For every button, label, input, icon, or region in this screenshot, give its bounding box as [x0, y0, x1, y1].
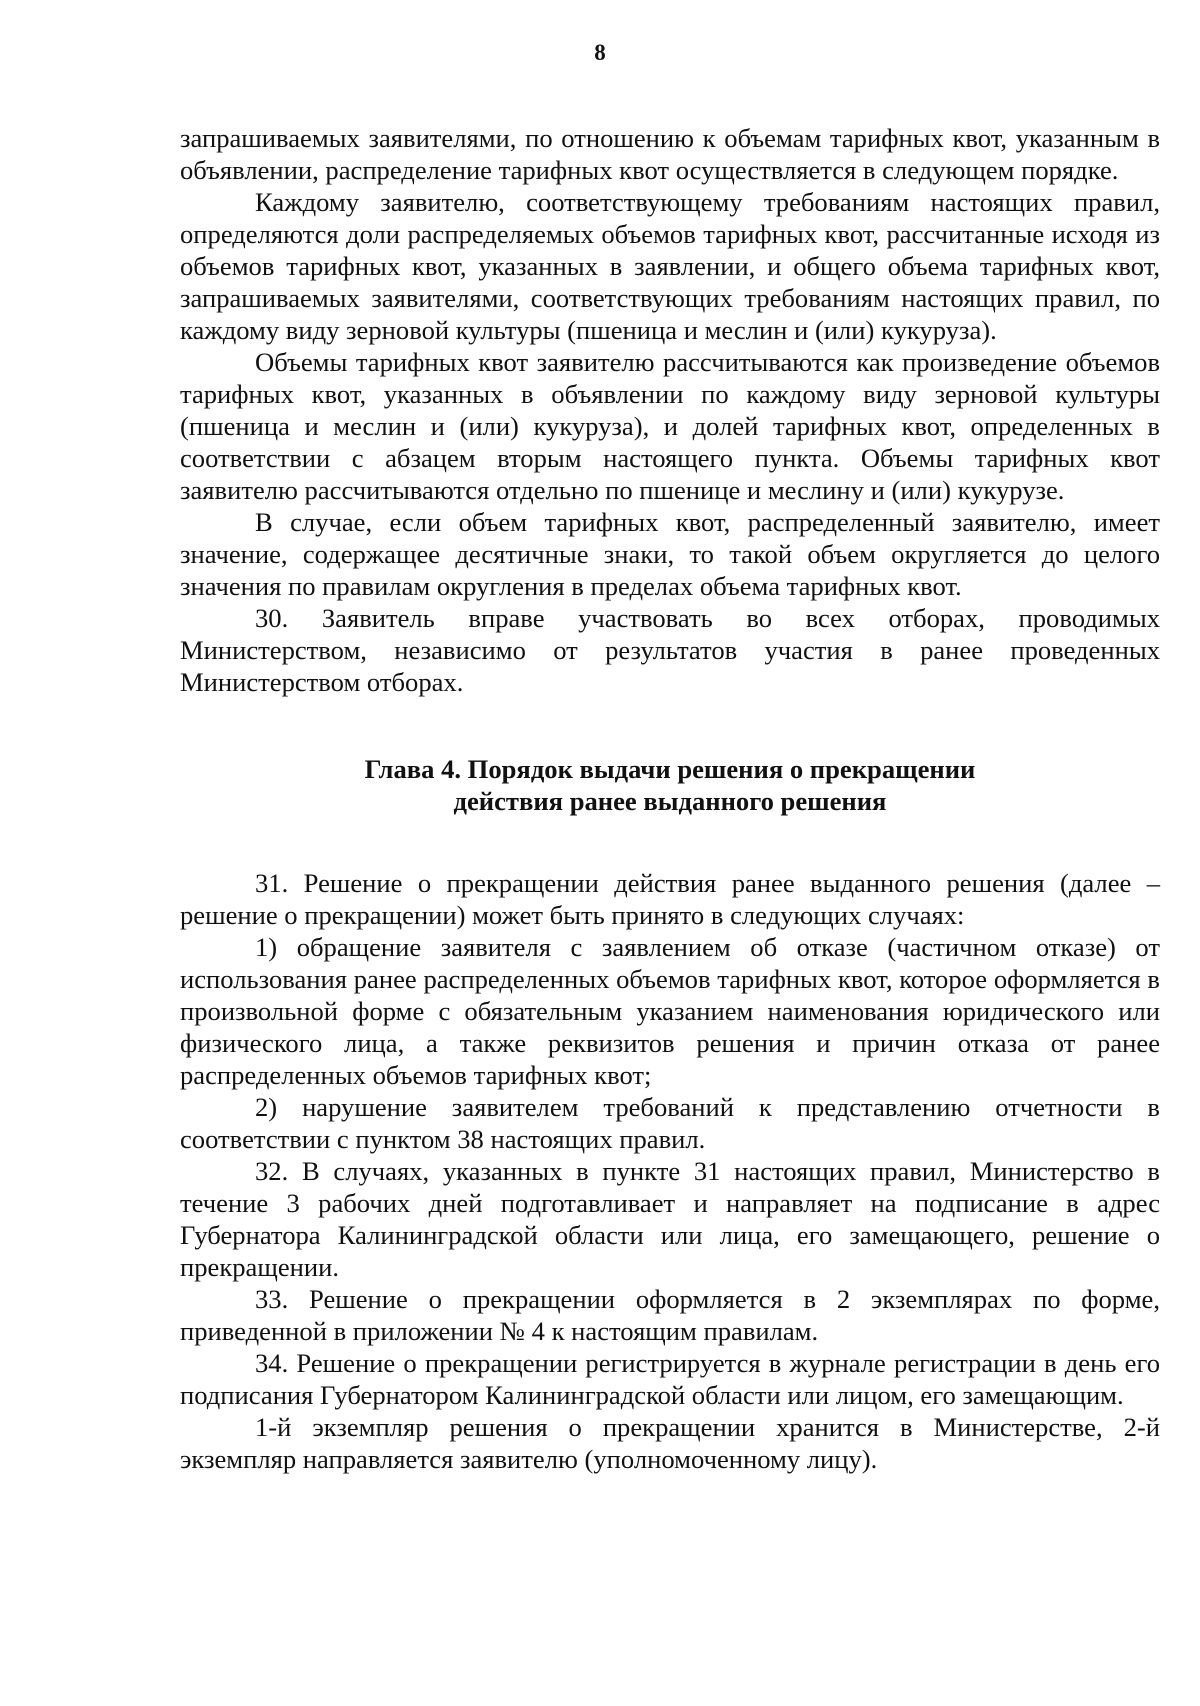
paragraph-item-30: 30. Заявитель вправе участвовать во всех отборах, проводимых Министерством, независимо от результатов участия в ранее проведенных Министерством отборах. [180, 603, 1160, 697]
paragraph: 1-й экземпляр решения о прекращении хранится в Министерстве, 2-й экземпляр направляется заявителю (уполномоченному лицу). [180, 1412, 1160, 1474]
paragraph: В случае, если объем тарифных квот, распределенный заявителю, имеет значение, содержащее десятичные знаки, то такой объем округляется до целого значения по правилам округления в пределах объема тарифных квот. [180, 507, 1160, 601]
paragraph-subitem-2: 2) нарушение заявителем требований к представлению отчетности в соответствии с пунктом 38 настоящих правил. [180, 1092, 1160, 1154]
paragraph: Объемы тарифных квот заявителю рассчитываются как произведение объемов тарифных квот, указанных в объявлении по каждому виду зерновой культуры (пшеница и меслин и (или) кукуруза), и долей тарифных квот, определенных в соответствии с абзацем вторым настоящего пункта. Объемы тарифных квот заявителю рассчитываются отдельно по пшенице и меслину и (или) кукурузе. [180, 347, 1160, 505]
chapter-heading-line-2: действия ранее выданного решения [453, 786, 887, 816]
document-body [180, 122, 1160, 1475]
paragraph-item-33: 33. Решение о прекращении оформляется в 2 экземплярах по форме, приведенной в приложении № 4 к настоящим правилам. [180, 1284, 1160, 1346]
paragraph-subitem-1: 1) обращение заявителя с заявлением об отказе (частичном отказе) от использования ранее распределенных объемов тарифных квот, которое оформляется в произвольной форме с обязательным указанием наименования юридического или физического лица, а также реквизитов решения и причин отказа от ранее распределенных объемов тарифных квот; [180, 932, 1160, 1090]
paragraph: Каждому заявителю, соответствующему требованиям настоящих правил, определяются доли распределяемых объемов тарифных квот, рассчитанные исходя из объемов тарифных квот, указанных в заявлении, и общего объема тарифных квот, запрашиваемых заявителями, соответствующих требованиям настоящих правил, по каждому виду зерновой культуры (пшеница и меслин и (или) кукуруза). [180, 187, 1160, 345]
paragraph-item-34: 34. Решение о прекращении регистрируется в журнале регистрации в день его подписания Губернатором Калининградской области или лицом, его замещающим. [180, 1348, 1160, 1410]
chapter-heading-line-1: Глава 4. Порядок выдачи решения о прекращении [364, 754, 976, 784]
page-number: 8 [594, 40, 606, 65]
paragraph-item-32: 32. В случаях, указанных в пункте 31 настоящих правил, Министерство в течение 3 рабочих дней подготавливает и направляет на подписание в адрес Губернатора Калининградской области или лица, его замещающего, решение о прекращении. [180, 1156, 1160, 1282]
chapter-heading [180, 753, 1160, 817]
paragraph-item-31: 31. Решение о прекращении действия ранее выданного решения (далее – решение о прекращении) может быть принято в следующих случаях: [180, 868, 1160, 930]
paragraph-continuation: запрашиваемых заявителями, по отношению к объемам тарифных квот, указанным в объявлении, распределение тарифных квот осуществляется в следующем порядке. [180, 123, 1160, 185]
